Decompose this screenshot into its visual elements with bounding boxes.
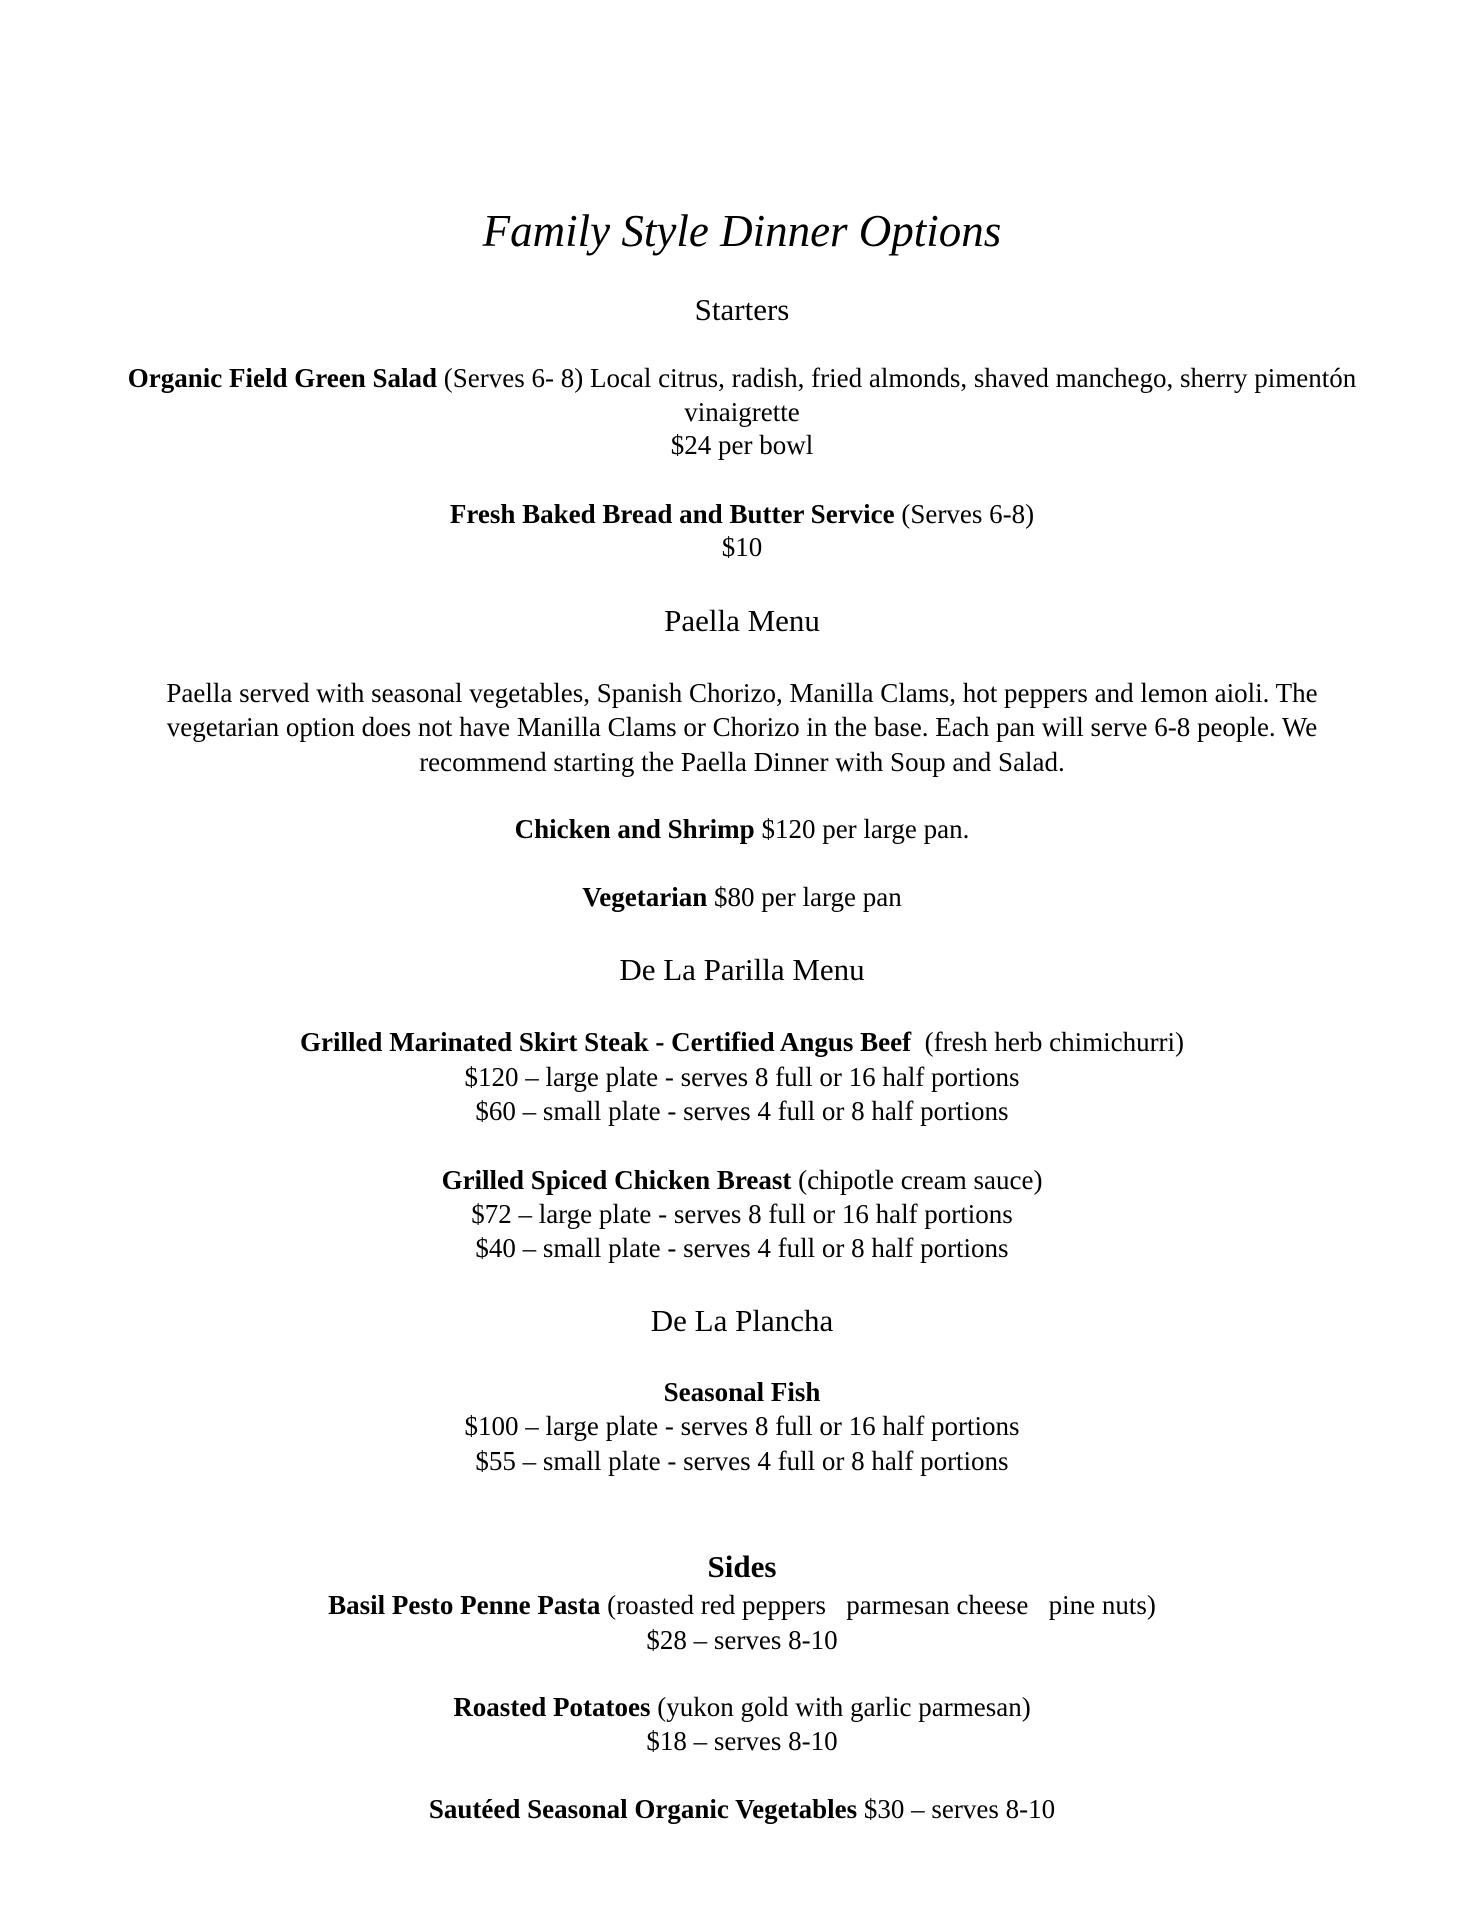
item-name: Sautéed Seasonal Organic Vegetables	[428, 1794, 858, 1824]
item-price-small: $60 – small plate - serves 4 full or 8 half portions	[475, 1096, 1009, 1126]
item-price-large: $72 – large plate - serves 8 full or 16 half portions	[471, 1199, 1013, 1229]
item-name: Grilled Spiced Chicken Breast	[441, 1165, 792, 1195]
item-price-large: $120 – large plate - serves 8 full or 16 half portions	[464, 1062, 1020, 1092]
item-description: (chipotle cream sauce)	[791, 1165, 1043, 1195]
menu-item-chicken-breast	[0, 1163, 1484, 1197]
section-heading-sides: Sides	[707, 1549, 777, 1584]
item-description: (fresh herb chimichurri)	[911, 1027, 1185, 1057]
item-price: $24 per bowl	[670, 430, 814, 460]
menu-item-vegetables	[0, 1792, 1484, 1826]
item-name: Vegetarian	[582, 882, 708, 912]
item-name: Seasonal Fish	[663, 1377, 821, 1407]
menu-item-potatoes	[0, 1690, 1484, 1724]
menu-item-fish	[0, 1375, 1484, 1409]
item-description: (yukon gold with garlic parmesan)	[650, 1692, 1031, 1722]
item-description-cont: vinaigrette	[684, 397, 800, 427]
item-description: (roasted red peppers parmesan cheese pine nuts)	[600, 1590, 1156, 1620]
menu-item-pasta	[0, 1588, 1484, 1622]
item-name: Basil Pesto Penne Pasta	[328, 1590, 601, 1620]
item-price: $18 – serves 8-10	[646, 1726, 838, 1756]
item-price: $10	[721, 532, 763, 562]
item-price-large: $100 – large plate - serves 8 full or 16 half portions	[464, 1411, 1020, 1441]
item-description: (Serves 6-8)	[894, 499, 1035, 529]
paella-description: vegetarian option does not have Manilla Clams or Chorizo in the base. Each pan will serve 6-8 people. We	[166, 712, 1318, 742]
item-price-small: $55 – small plate - serves 4 full or 8 half portions	[475, 1446, 1009, 1476]
item-name: Organic Field Green Salad	[127, 363, 437, 393]
item-price: $120 per large pan.	[754, 814, 970, 844]
section-heading-starters: Starters	[694, 292, 790, 327]
paella-description: recommend starting the Paella Dinner with Soup and Salad.	[419, 747, 1065, 777]
paella-description: Paella served with seasonal vegetables, Spanish Chorizo, Manilla Clams, hot peppers and lemon aioli. The	[166, 678, 1318, 708]
item-name: Grilled Marinated Skirt Steak - Certified Angus Beef	[299, 1027, 912, 1057]
page-title: Family Style Dinner Options	[482, 206, 1002, 256]
section-heading-paella: Paella Menu	[664, 603, 820, 638]
section-heading-plancha: De La Plancha	[650, 1303, 834, 1338]
item-description: (Serves 6- 8) Local citrus, radish, fried almonds, shaved manchego, sherry pimentón	[437, 363, 1357, 393]
menu-item-chicken-shrimp	[0, 812, 1484, 846]
item-price-small: $40 – small plate - serves 4 full or 8 half portions	[475, 1233, 1009, 1263]
menu-item-salad	[0, 361, 1484, 395]
item-price: $28 – serves 8-10	[646, 1625, 838, 1655]
section-heading-parilla: De La Parilla Menu	[619, 952, 865, 987]
menu-item-bread	[0, 497, 1484, 531]
item-price: $80 per large pan	[707, 882, 902, 912]
item-name: Roasted Potatoes	[453, 1692, 651, 1722]
item-price: $30 – serves 8-10	[857, 1794, 1056, 1824]
menu-item-steak	[0, 1025, 1484, 1059]
item-name: Fresh Baked Bread and Butter Service	[449, 499, 895, 529]
menu-item-vegetarian	[0, 880, 1484, 914]
item-name: Chicken and Shrimp	[514, 814, 755, 844]
